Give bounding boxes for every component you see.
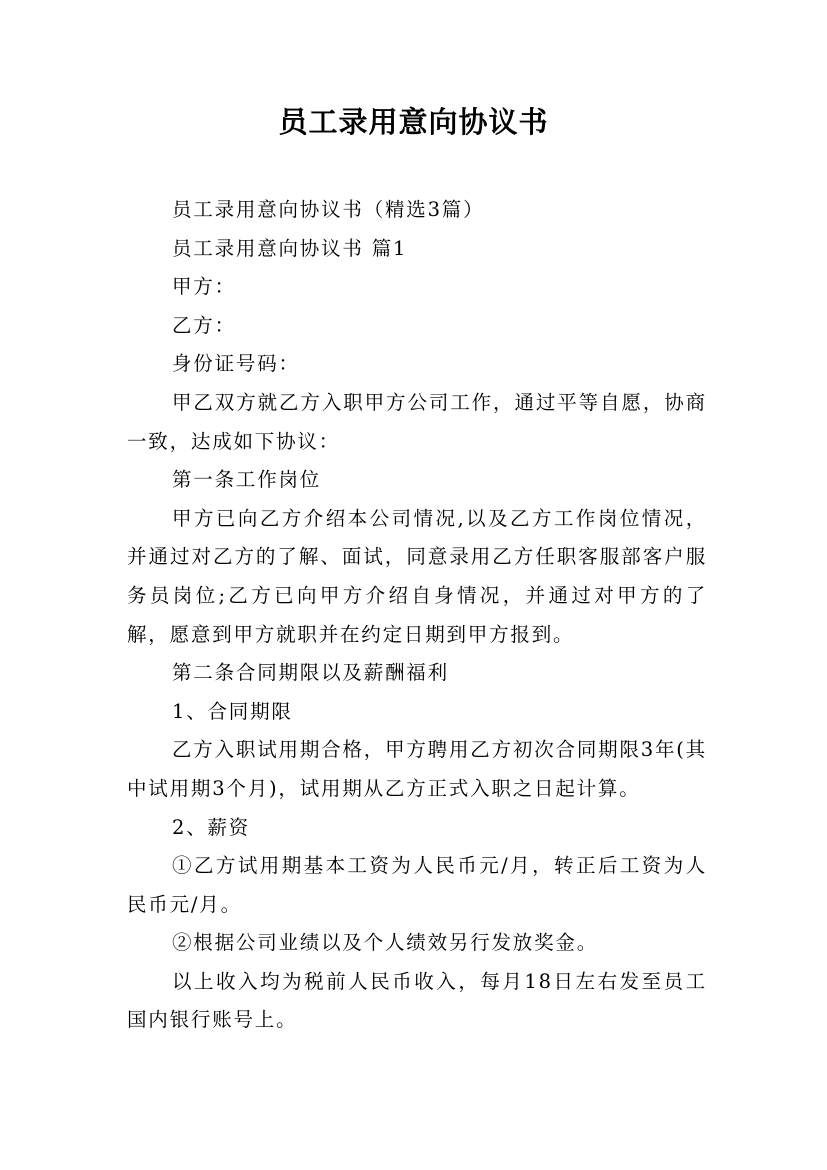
document-body: [127, 191, 707, 1040]
paragraph-contract-term-body: 乙方入职试用期合格，甲方聘用乙方初次合同期限3年(其中试用期3个月)，试用期从乙方正式入职之日起计算。: [127, 738, 707, 800]
paragraph-party-b: 乙方：: [172, 313, 236, 337]
paragraph-article-1-heading: 第一条工作岗位: [172, 468, 322, 492]
paragraph-party-a: 甲方：: [172, 275, 236, 299]
paragraph-intro: 甲乙双方就乙方入职甲方公司工作，通过平等自愿，协商一致，达成如下协议：: [127, 390, 707, 453]
paragraph-section-heading: 员工录用意向协议书 篇1: [172, 236, 408, 260]
paragraph-article-1-body: 甲方已向乙方介绍本公司情况,以及乙方工作岗位情况，并通过对乙方的了解、面试，同意录用乙方任职客服部客户服务员岗位;乙方已向甲方介绍自身情况，并通过对甲方的了解，愿意到甲方就职并在约定日期到甲方报到。: [127, 506, 707, 646]
paragraph-article-2-heading: 第二条合同期限以及薪酬福利: [172, 661, 449, 685]
paragraph-salary-item-1: ①乙方试用期基本工资为人民币元/月，转正后工资为人民币元/月。: [127, 854, 707, 916]
paragraph-contract-term-heading: 1、合同期限: [172, 699, 293, 723]
paragraph-income-note: 以上收入均为税前人民币收入，每月18日左右发至员工国内银行账号上。: [127, 969, 707, 1032]
paragraph-salary-heading: 2、薪资: [172, 815, 251, 839]
paragraph-subtitle: 员工录用意向协议书（精选3篇）: [172, 198, 485, 221]
document-title: 员工录用意向协议书: [278, 105, 549, 139]
paragraph-salary-item-2: ②根据公司业绩以及个人绩效另行发放奖金。: [172, 931, 599, 955]
paragraph-id-number: 身份证号码：: [172, 352, 300, 376]
